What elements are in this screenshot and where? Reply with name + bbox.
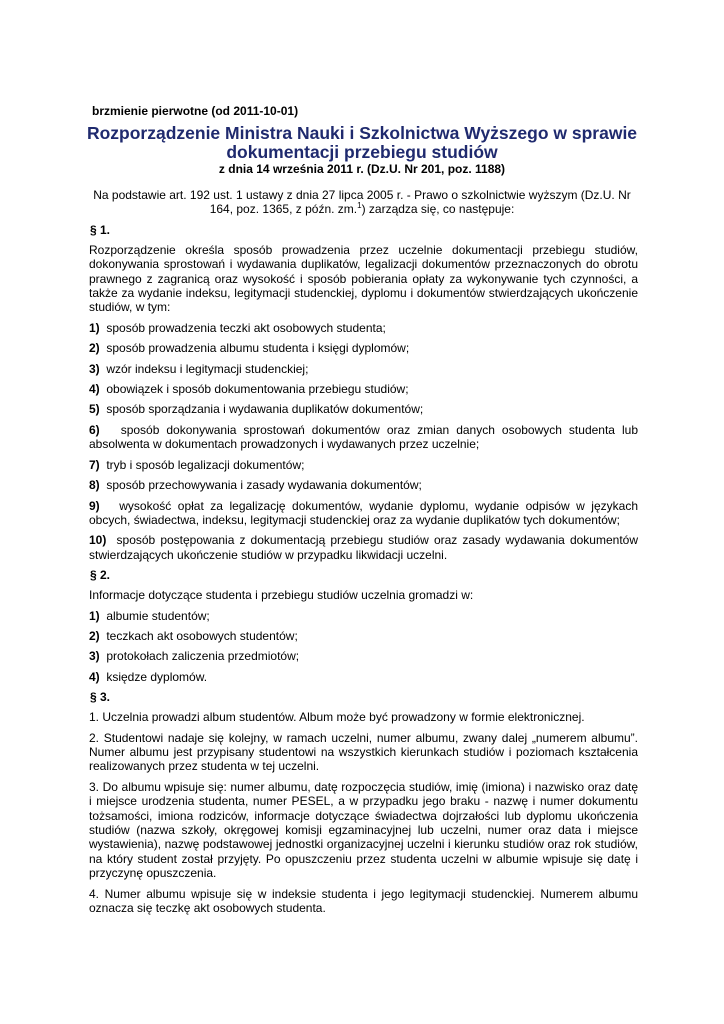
title-line-1: Rozporządzenie Ministra Nauki i Szkolnictwa Wyższego w sprawie xyxy=(86,123,638,143)
item-number: 9) xyxy=(89,498,100,513)
section-heading-2: § 2. xyxy=(90,568,111,583)
item-number: 8) xyxy=(89,478,100,493)
list-item xyxy=(86,533,638,562)
item-number: 1) xyxy=(89,608,100,623)
item-number: 7) xyxy=(89,457,100,472)
document-page xyxy=(86,104,638,921)
item-text: sposób sporządzania i wydawania duplikatów dokumentów; xyxy=(106,402,424,417)
paragraph: 3. Do albumu wpisuje się: numer albumu, datę rozpoczęcia studiów, imię (imiona) i nazwisko oraz datę i miejsce urodzenia studenta, numer PESEL, a w przypadku jego braku - nazwę i numer dokumentu tożsamości, imiona rodziców, informacje dotyczące świadectwa dojrzałości lub dyplomu ukończenia studiów (nazwa szkoły, okręgowej komisji egzaminacyjnej lub uczelni, numer oraz data i miejsce wystawienia), nazwę podstawowej jednostki organizacyjnej uczelni i kierunku studiów oraz rok studiów, na który student został przyjęty. Po opuszczeniu przez studenta uczelni w albumie wpisuje się datę i przyczynę opuszczenia. xyxy=(89,779,638,881)
section-2-intro: Informacje dotyczące studenta i przebiegu studiów uczelnia gromadzi w: xyxy=(89,588,474,603)
item-text: księdze dyplomów. xyxy=(106,669,208,684)
item-text: albumie studentów; xyxy=(106,608,210,623)
preamble-text-end: ) zarządza się, co następuje: xyxy=(361,202,515,217)
paragraph: 2. Studentowi nadaje się kolejny, w ramach uczelni, numer albumu, zwany dalej „numerem albumu”. Numer albumu jest przypisany studentowi na wszystkich kierunkach studiów i poziomach kształcenia realizowanych przez studenta w tej uczelni. xyxy=(89,730,638,774)
item-number: 5) xyxy=(89,402,100,417)
section-heading-3: § 3. xyxy=(90,690,111,705)
item-text: protokołach zaliczenia przedmiotów; xyxy=(106,649,300,664)
item-number: 6) xyxy=(89,422,100,437)
item-text: wzór indeksu i legitymacji studenckiej; xyxy=(106,361,309,376)
list-item xyxy=(86,382,638,396)
item-text: sposób prowadzenia albumu studenta i księgi dyplomów; xyxy=(106,341,410,356)
item-text: sposób przechowywania i zasady wydawania dokumentów; xyxy=(106,478,422,493)
list-item xyxy=(86,402,638,416)
item-number: 4) xyxy=(89,669,100,684)
item-number: 4) xyxy=(89,382,100,397)
version-note: brzmienie pierwotne (od 2011-10-01) xyxy=(92,104,299,118)
title-line-2: dokumentacji przebiegu studiów xyxy=(226,142,498,162)
item-text: sposób dokonywania sprostowań dokumentów oraz zmian danych osobowych studenta lub absolwenta w dokumentach prowadzonych i wydawanych przez uczelnie; xyxy=(89,422,638,452)
list-item xyxy=(86,609,638,623)
item-number: 2) xyxy=(89,628,100,643)
item-number: 3) xyxy=(89,649,100,664)
list-item xyxy=(86,670,638,684)
document-subtitle: z dnia 14 września 2011 r. (Dz.U. Nr 201, poz. 1188) xyxy=(218,162,506,176)
footnote-marker[interactable]: 1 xyxy=(357,201,362,211)
item-number: 2) xyxy=(89,341,100,356)
list-item xyxy=(86,321,638,335)
item-text: wysokość opłat za legalizację dokumentów, wydanie dyplomu, wydanie odpisów w językach obcych, świadectwa, indeksu, legitymacji studenckiej oraz za wydanie duplikatów tych dokumentów; xyxy=(89,498,638,527)
item-number: 1) xyxy=(89,320,100,335)
item-number: 3) xyxy=(89,361,100,376)
item-number: 10) xyxy=(89,533,107,548)
preamble xyxy=(86,188,638,217)
document-title xyxy=(86,124,638,162)
paragraph: 1. Uczelnia prowadzi album studentów. Album może być prowadzony w formie elektronicznej. xyxy=(89,710,585,725)
list-item xyxy=(86,362,638,376)
list-item xyxy=(86,341,638,355)
list-item xyxy=(86,629,638,643)
section-heading-1: § 1. xyxy=(90,222,111,237)
preamble-text: Na podstawie art. 192 ust. 1 ustawy z dnia 27 lipca 2005 r. - Prawo o szkolnictwie wyższym (Dz.U. Nr 164, poz. 1365, z późn. zm. xyxy=(93,188,631,217)
list-item xyxy=(86,499,638,528)
item-text: sposób postępowania z dokumentacją przebiegu studiów oraz zasady wydawania dokumentów stwierdzających ukończenie studiów w przypadku likwidacji uczelni. xyxy=(89,533,638,562)
item-text: sposób prowadzenia teczki akt osobowych studenta; xyxy=(106,320,386,335)
list-item xyxy=(86,423,638,452)
section-1-intro: Rozporządzenie określa sposób prowadzenia przez uczelnie dokumentacji przebiegu studiów, dokonywania sprostowań i wydawania duplikatów, legalizacji dokumentów przeznaczonych do obrotu prawnego z zagranicą oraz wysokość i sposób pobierania opłaty za wykonywanie tych czynności, a także za wydanie indeksu, legitymacji studenckiej, dyplomu i dokumentów stwierdzających ukończenie studiów, w tym: xyxy=(89,242,638,315)
list-item xyxy=(86,649,638,663)
list-item xyxy=(86,478,638,492)
item-text: tryb i sposób legalizacji dokumentów; xyxy=(106,457,305,472)
item-text: teczkach akt osobowych studentów; xyxy=(106,628,298,643)
list-item xyxy=(86,458,638,472)
paragraph: 4. Numer albumu wpisuje się w indeksie studenta i jego legitymacji studenckiej. Numerem albumu oznacza się teczkę akt osobowych studenta. xyxy=(89,886,638,916)
item-text: obowiązek i sposób dokumentowania przebiegu studiów; xyxy=(106,382,409,397)
